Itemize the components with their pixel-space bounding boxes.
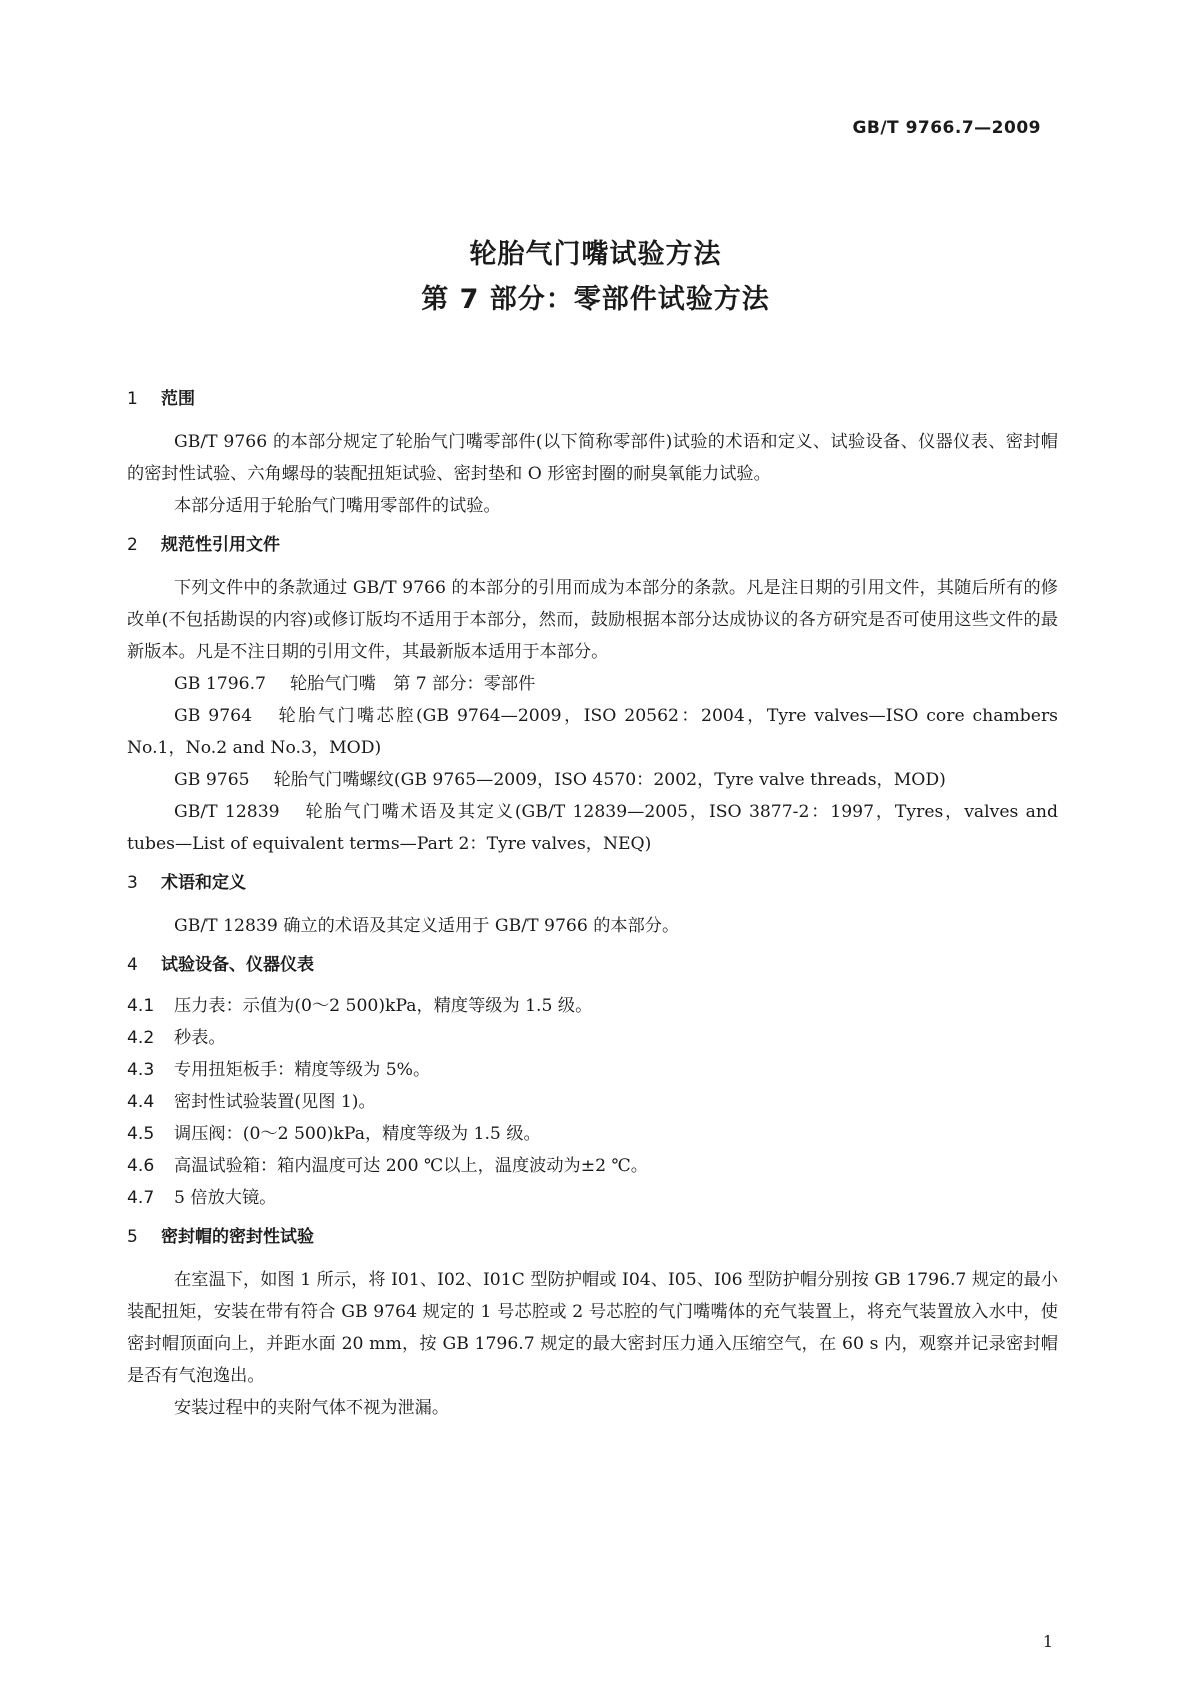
reference-code: GB 1796.7 <box>174 674 266 694</box>
section-number: 4 <box>127 955 138 975</box>
document-subtitle: 第 7 部分：零部件试验方法 <box>421 284 770 315</box>
reference-text: 轮胎气门嘴芯腔(GB 9764—2009，ISO 20562：2004，Tyre valves—ISO core chambers No.1，No.2 and No.3，MOD) <box>127 706 1058 758</box>
paragraph: GB/T 12839 确立的术语及其定义适用于 GB/T 9766 的本部分。 <box>174 916 680 936</box>
reference-code: GB/T 12839 <box>174 802 280 822</box>
item-number: 4.4 <box>127 1092 155 1112</box>
list-item <box>127 1086 1058 1118</box>
item-text: 压力表：示值为(0～2 500)kPa，精度等级为 1.5 级。 <box>174 996 593 1016</box>
item-text: 专用扭矩板手：精度等级为 5%。 <box>174 1060 431 1080</box>
paragraph: GB/T 9766 的本部分规定了轮胎气门嘴零部件(以下简称零部件)试验的术语和定义、试验设备、仪器仪表、密封帽的密封性试验、六角螺母的装配扭矩试验、密封垫和 O 形密封圈的耐臭氧能力试验。 <box>127 432 1058 484</box>
list-item <box>127 1118 1058 1150</box>
item-number: 4.6 <box>127 1156 155 1176</box>
reference-text: 轮胎气门嘴螺纹(GB 9765—2009，ISO 4570：2002，Tyre valve threads，MOD) <box>273 770 946 790</box>
reference-item <box>127 700 1058 764</box>
reference-text: 轮胎气门嘴术语及其定义(GB/T 12839—2005，ISO 3877-2：1997，Tyres，valves and tubes—List of equivalent terms—Part 2：Tyre valves，NEQ) <box>127 802 1058 854</box>
item-number: 4.1 <box>127 996 155 1016</box>
paragraph: 下列文件中的条款通过 GB/T 9766 的本部分的引用而成为本部分的条款。凡是注日期的引用文件，其随后所有的修改单(不包括勘误的内容)或修订版均不适用于本部分，然而，鼓励根据本部分达成协议的各方研究是否可使用这些文件的最新版本。凡是不注日期的引用文件，其最新版本适用于本部分。 <box>127 578 1058 662</box>
item-text: 密封性试验装置(见图 1)。 <box>174 1092 376 1112</box>
section-heading-terms <box>127 872 1058 894</box>
reference-item <box>127 764 1058 796</box>
reference-code: GB 9765 <box>174 770 250 790</box>
section-heading-equipment <box>127 954 1058 976</box>
reference-item <box>127 796 1058 860</box>
list-item <box>127 1022 1058 1054</box>
paragraph: 本部分适用于轮胎气门嘴用零部件的试验。 <box>174 496 501 516</box>
list-item <box>127 990 1058 1022</box>
document-title: 轮胎气门嘴试验方法 <box>469 239 722 270</box>
section-heading-scope <box>127 388 1058 410</box>
page-number: 1 <box>1042 1632 1053 1651</box>
paragraph: 在室温下，如图 1 所示，将 I01、I02、I01C 型防护帽或 I04、I05、I06 型防护帽分别按 GB 1796.7 规定的最小装配扭矩，安装在带有符合 GB 9764 规定的 1 号芯腔或 2 号芯腔的气门嘴嘴体的充气装置上，将充气装置放入水中，使密封帽顶面向上，并距水面 20 mm，按 GB 1796.7 规定的最大密封压力通入压缩空气，在 60 s 内，观察并记录密封帽是否有气泡逸出。 <box>127 1270 1058 1386</box>
list-item <box>127 1182 1058 1214</box>
item-text: 高温试验箱：箱内温度可达 200 ℃以上，温度波动为±2 ℃。 <box>174 1156 648 1176</box>
reference-item <box>127 668 1058 700</box>
section-title: 试验设备、仪器仪表 <box>161 955 314 975</box>
section-number: 2 <box>127 535 138 555</box>
item-text: 秒表。 <box>174 1028 226 1048</box>
reference-text: 轮胎气门嘴 第 7 部分：零部件 <box>289 674 536 694</box>
paragraph: 安装过程中的夹附气体不视为泄漏。 <box>174 1398 450 1418</box>
item-text: 5 倍放大镜。 <box>174 1188 277 1208</box>
section-heading-sealing-test <box>127 1226 1058 1248</box>
document-body <box>127 388 1058 1424</box>
section-number: 3 <box>127 873 138 893</box>
section-title: 规范性引用文件 <box>161 535 280 555</box>
standard-code: GB/T 9766.7—2009 <box>852 118 1041 138</box>
list-item <box>127 1150 1058 1182</box>
section-heading-normative-references <box>127 534 1058 556</box>
item-number: 4.3 <box>127 1060 155 1080</box>
section-number: 5 <box>127 1227 138 1247</box>
section-number: 1 <box>127 389 138 409</box>
item-number: 4.7 <box>127 1188 155 1208</box>
section-title: 范围 <box>161 389 195 409</box>
item-number: 4.2 <box>127 1028 155 1048</box>
list-item <box>127 1054 1058 1086</box>
section-title: 密封帽的密封性试验 <box>161 1227 314 1247</box>
item-number: 4.5 <box>127 1124 155 1144</box>
reference-code: GB 9764 <box>174 706 253 726</box>
item-text: 调压阀：(0～2 500)kPa，精度等级为 1.5 级。 <box>174 1124 541 1144</box>
section-title: 术语和定义 <box>161 873 246 893</box>
